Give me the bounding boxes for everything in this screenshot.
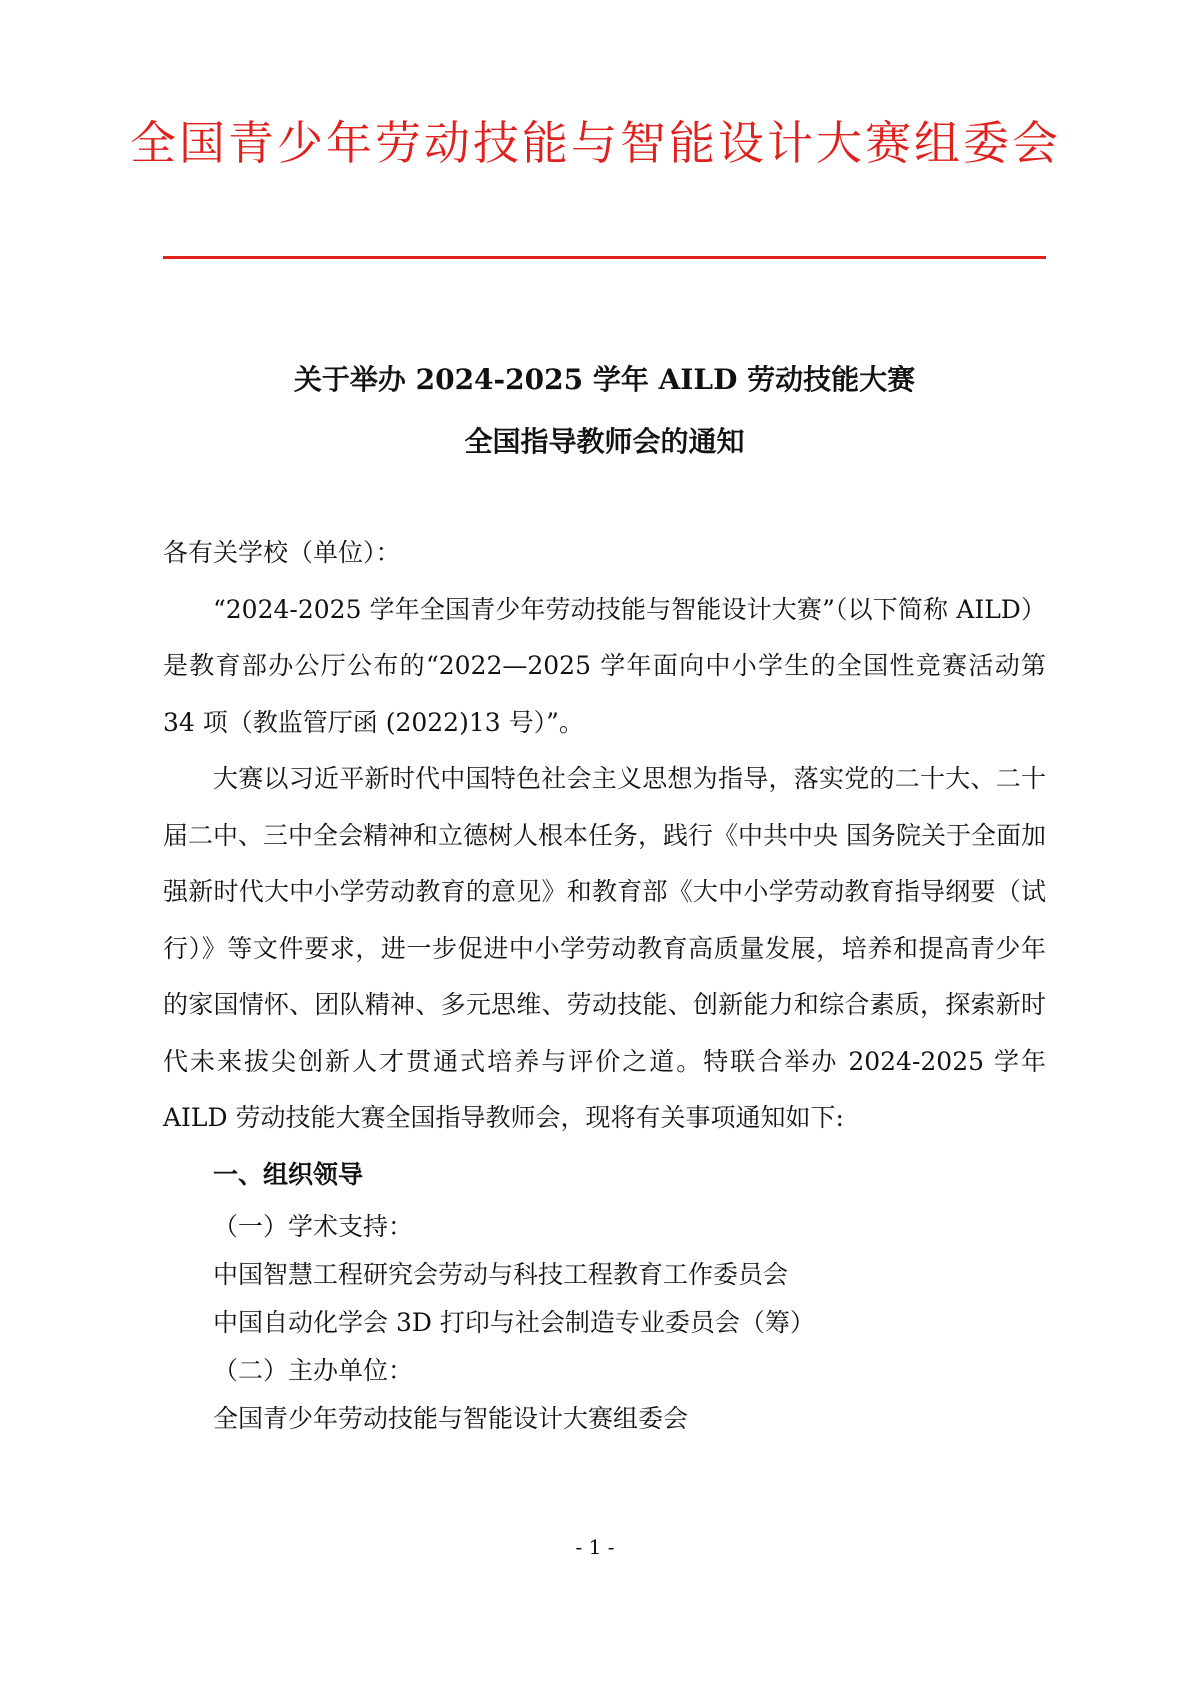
notice-title-line-1: 关于举办 2024-2025 学年 AILD 劳动技能大赛 [293,363,916,396]
section-1-heading: 一、组织领导 [213,1159,364,1189]
page-number: - 1 - [575,1535,615,1559]
notice-title-line-2: 全国指导教师会的通知 [464,425,745,458]
salutation: 各有关学校（单位）： [163,538,401,567]
section-1-sub-2-heading: （二）主办单位： [213,1356,414,1385]
organizer-item-1: 全国青少年劳动技能与智能设计大赛组委会 [213,1404,689,1433]
letterhead-org-name: 全国青少年劳动技能与智能设计大赛组委会 [130,116,1061,170]
paragraph-2: 大赛以习近平新时代中国特色社会主义思想为指导，落实党的二十大、二十届二中、三中全会精神和立德树人根本任务，践行《中共中央 国务院关于全面加强新时代大中小学劳动教育的意见》和教育部《大中小学劳动教育指导纲要（试行）》等文件要求，进一步促进中小学劳动教育高质量发展，培养和提高青少年的家国情怀、团队精神、多元思维、劳动技能、创新能力和综合素质，探索新时代未来拔尖创新人才贯通式培养与评价之道。特联合举办 2024-2025 学年 AILD 劳动技能大赛全国指导教师会，现将有关事项通知如下: [163,764,1046,1132]
section-1-sub-1-heading: （一）学术支持： [213,1212,414,1241]
academic-support-item-1: 中国智慧工程研究会劳动与科技工程教育工作委员会 [213,1260,789,1289]
notice-body [163,525,1046,1443]
paragraph-1: “2024-2025 学年全国青少年劳动技能与智能设计大赛”（以下简称 AILD）是教育部办公厅公布的“2022—2025 学年面向中小学生的全国性竞赛活动第 34 项（教监管厅函 (2022)13 号）”。 [163,594,1046,737]
letterhead-red-rule [163,256,1046,259]
academic-support-item-2: 中国自动化学会 3D 打印与社会制造专业委员会（筹） [213,1308,815,1337]
